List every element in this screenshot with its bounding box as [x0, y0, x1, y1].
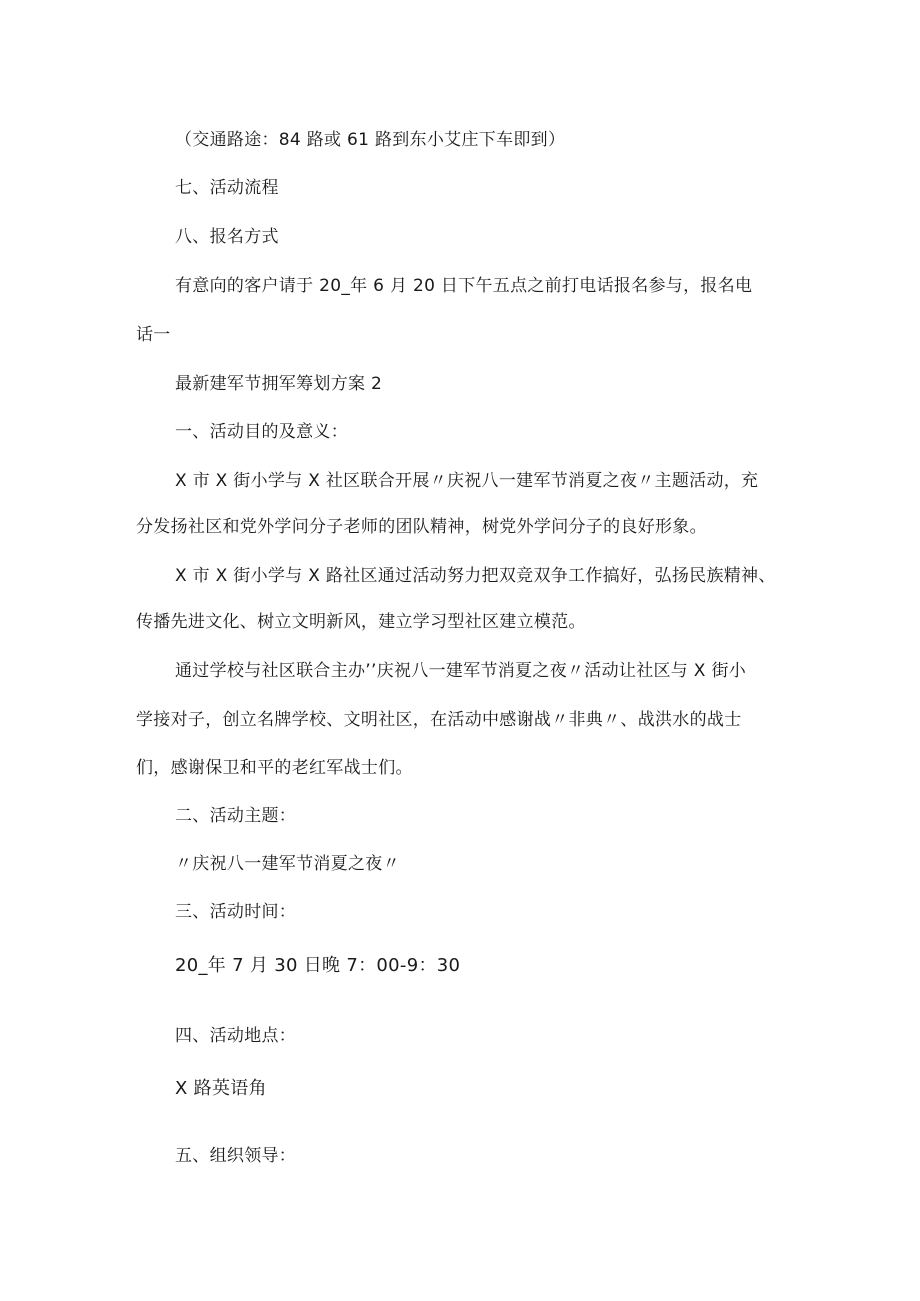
- signup-text-line-1: 有意向的客户请于 20_年 6 月 20 日下午五点之前打电话报名参与，报名电: [175, 276, 753, 296]
- section-7-heading: 七、活动流程: [175, 178, 279, 198]
- place-text: X 路英语角: [175, 1078, 267, 1099]
- plan-title: 最新建军节拥军筹划方案 2: [175, 374, 383, 394]
- paragraph-1-line-1: X 市 X 街小学与 X 社区联合开展〃庆祝八一建军节消夏之夜〃主题活动，充: [175, 471, 759, 491]
- signup-text-line-2: 话一: [136, 325, 171, 345]
- section-4-heading: 四、活动地点：: [175, 1026, 297, 1046]
- traffic-note: （交通路途：84 路或 61 路到东小艾庄下车即到）: [175, 130, 566, 150]
- section-2-heading: 二、活动主题：: [175, 806, 297, 826]
- paragraph-3-line-3: 们，感谢保卫和平的老红军战士们。: [136, 758, 413, 778]
- paragraph-2-line-1: X 市 X 街小学与 X 路社区通过活动努力把双竞双争工作搞好，弘扬民族精神、: [175, 566, 776, 586]
- paragraph-3-line-2: 学接对子，创立名牌学校、文明社区，在活动中感谢战〃非典〃、战洪水的战士: [136, 710, 742, 730]
- section-8-heading: 八、报名方式: [175, 227, 279, 247]
- section-3-heading: 三、活动时间：: [175, 902, 297, 922]
- paragraph-1-line-2: 分发扬社区和党外学问分子老师的团队精神，树党外学问分子的良好形象。: [136, 517, 707, 537]
- section-1-heading: 一、活动目的及意义：: [175, 422, 348, 442]
- paragraph-2-line-2: 传播先进文化、树立文明新风，建立学习型社区建立模范。: [136, 612, 586, 632]
- time-text: 20_年 7 月 30 日晚 7：00-9：30: [175, 955, 461, 976]
- paragraph-3-line-1: 通过学校与社区联合主办’’庆祝八一建军节消夏之夜〃活动让社区与 X 街小: [175, 661, 747, 681]
- section-5-heading: 五、组织领导：: [175, 1146, 297, 1166]
- theme-text: 〃庆祝八一建军节消夏之夜〃: [175, 854, 400, 874]
